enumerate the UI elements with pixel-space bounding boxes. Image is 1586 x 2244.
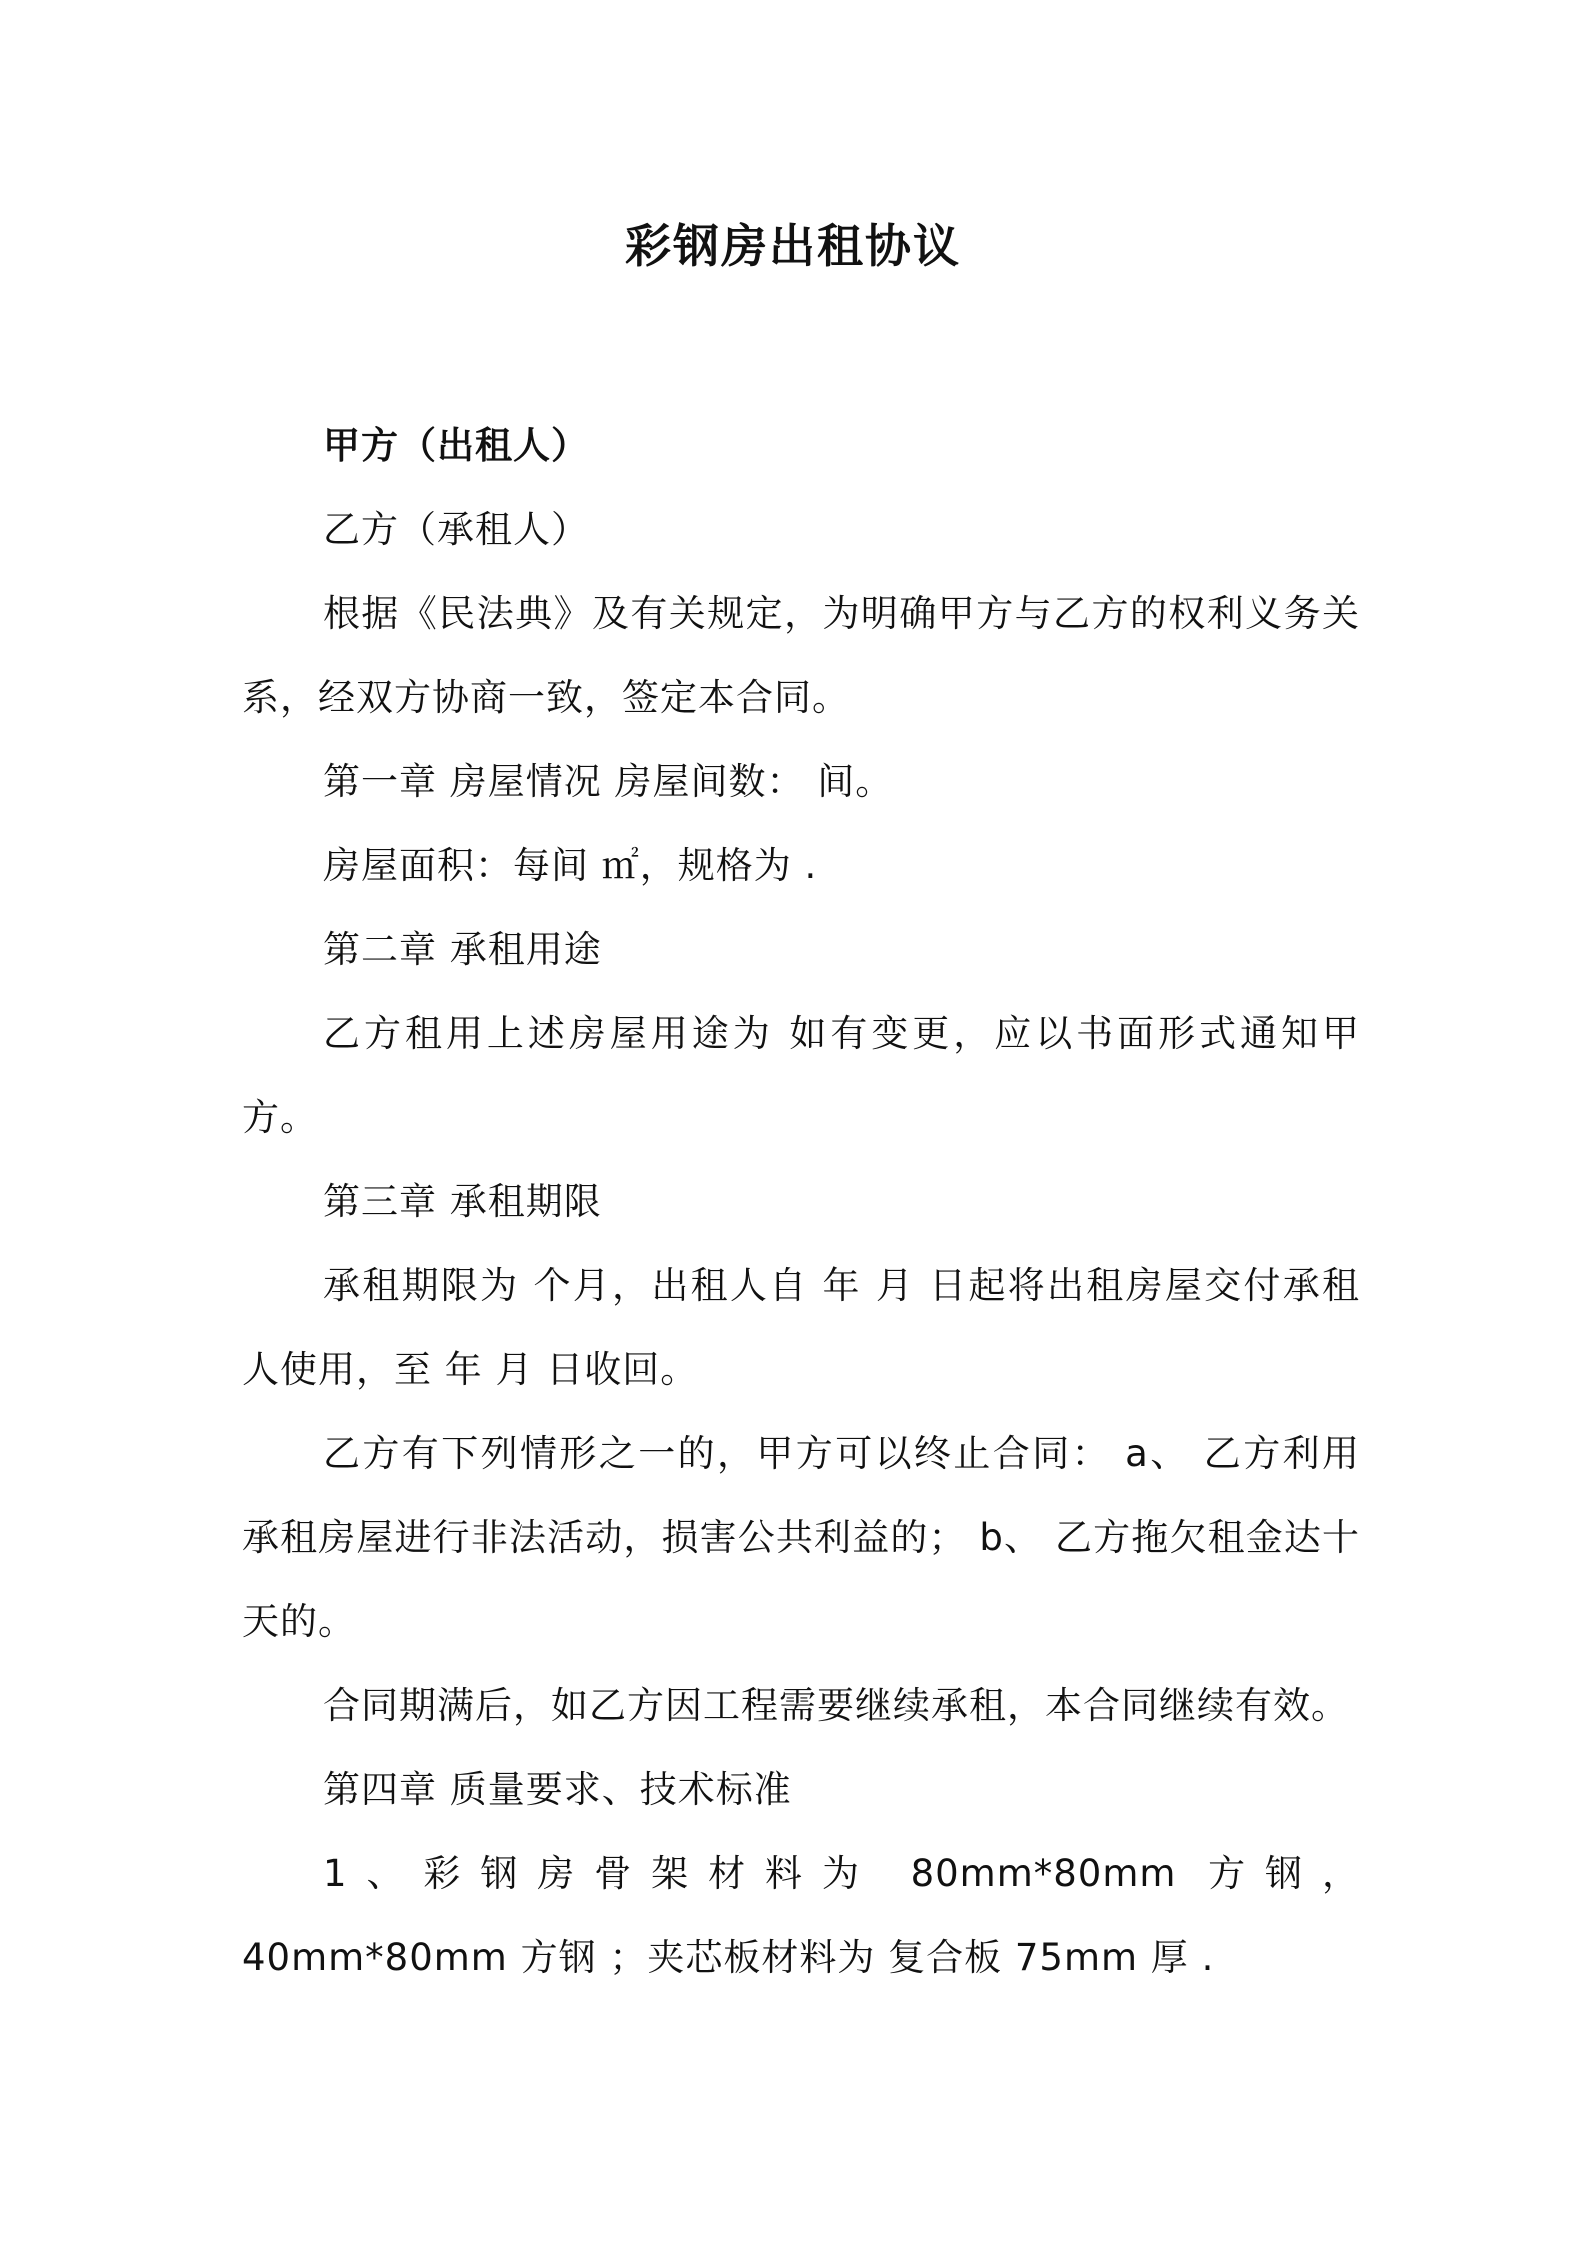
document-body	[242, 404, 1360, 2000]
usage-paragraph: 乙方租用上述房屋用途为 如有变更，应以书面形式通知甲方。	[242, 1012, 1360, 1139]
chapter-3-heading: 第三章 承租期限	[323, 1180, 602, 1223]
termination-paragraph: 乙方有下列情形之一的，甲方可以终止合同： a、 乙方利用承租房屋进行非法活动，损害公共利益的； b、 乙方拖欠租金达十天的。	[242, 1432, 1360, 1643]
renewal-paragraph: 合同期满后，如乙方因工程需要继续承租，本合同继续有效。	[323, 1684, 1349, 1727]
document-title: 彩钢房出租协议	[625, 219, 961, 273]
preamble-paragraph: 根据《民法典》及有关规定，为明确甲方与乙方的权利义务关系，经双方协商一致，签定本合同。	[242, 592, 1360, 719]
chapter-1-heading: 第一章 房屋情况 房屋间数： 间。	[323, 760, 894, 803]
party-a-line: 甲方（出租人）	[323, 424, 589, 467]
party-b-line: 乙方（承租人）	[323, 508, 589, 551]
materials-paragraph: 1、彩钢房骨架材料为 80mm*80mm 方钢，40mm*80mm 方钢 ；夹芯板材料为 复合板 75mm 厚 .	[242, 1852, 1360, 1979]
house-area-line: 房屋面积：每间 ㎡，规格为 .	[323, 844, 818, 887]
term-paragraph: 承租期限为 个月，出租人自 年 月 日起将出租房屋交付承租人使用，至 年 月 日收回。	[242, 1264, 1360, 1391]
chapter-2-heading: 第二章 承租用途	[323, 928, 602, 971]
chapter-4-heading: 第四章 质量要求、技术标准	[323, 1768, 792, 1811]
